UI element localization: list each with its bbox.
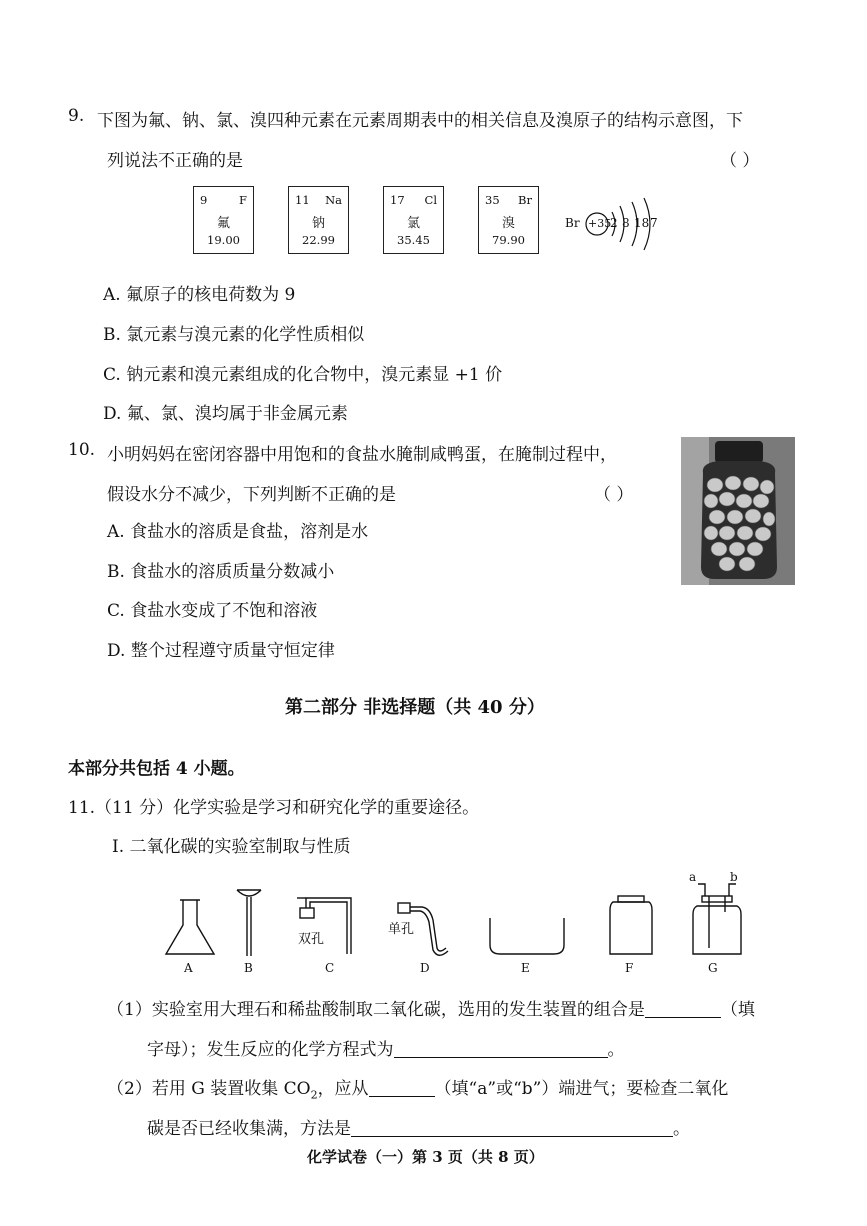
port-label-b: b [730, 870, 738, 884]
q9-option-a: A. 氟原子的核电荷数为 9 [103, 285, 296, 305]
element-symbol: Cl [424, 193, 437, 207]
q9-option-b: B. 氯元素与溴元素的化学性质相似 [103, 325, 365, 345]
element-name: 溴 [501, 216, 515, 231]
atomic-number: 17 [390, 193, 405, 207]
apparatus-label-b: B [244, 961, 253, 975]
apparatus-label-c: C [325, 961, 335, 975]
q11-part1-title: Ⅰ. 二氧化碳的实验室制取与性质 [112, 837, 351, 857]
q11-sub2-line2 [147, 1114, 690, 1139]
q11-sub1-line2-text: 字母）；发生反应的化学方程式为 [147, 1040, 394, 1060]
stopper-one-hole-label: 单孔 [388, 922, 415, 937]
element-name: 氯 [406, 216, 420, 231]
atom-symbol: Br [565, 216, 580, 230]
stopper-two-hole-label: 双孔 [298, 932, 325, 947]
q10-stem-line2: 假设水分不减少，下列判断不正确的是 [107, 485, 396, 505]
q10-option-d: D. 整个过程遵守质量守恒定律 [107, 641, 335, 661]
shell-electrons-1: 2 [610, 216, 618, 230]
atomic-number: 35 [485, 193, 500, 207]
shell-electrons-2: 8 [622, 216, 630, 230]
q11-sub2-line2-text: 碳是否已经收集满，方法是 [147, 1119, 351, 1139]
shell-electrons-3: 18 [634, 216, 650, 230]
element-tile-chlorine [383, 186, 444, 254]
q11-sub2-text: （2）若用 G 装置收集 CO [107, 1079, 311, 1099]
q10-option-c: C. 食盐水变成了不饱和溶液 [107, 601, 318, 621]
element-name: 氟 [216, 216, 230, 231]
element-tile-sodium [288, 186, 349, 254]
q11-sub1-line2 [147, 1035, 625, 1060]
co2-subscript: 2 [310, 1088, 318, 1102]
q11-sub1-line1 [107, 995, 755, 1020]
q9-answer-paren: （ ） [720, 151, 760, 171]
apparatus-diagram [150, 870, 750, 980]
element-name: 钠 [311, 216, 325, 231]
port-label-a: a [689, 870, 697, 884]
q11-sub2-line1 [107, 1074, 728, 1101]
answer-blank-method[interactable] [351, 1118, 673, 1137]
salted-egg-jar-photo [681, 437, 795, 585]
atomic-mass: 35.45 [397, 233, 430, 247]
apparatus-label-f: F [625, 961, 634, 975]
section-intro: 本部分共包括 4 小题。 [68, 759, 245, 779]
q11-sub2-line2-end: 。 [673, 1119, 690, 1139]
q11-header: 11.（11 分）化学实验是学习和研究化学的重要途径。 [68, 798, 480, 818]
q9-number: 9. [68, 106, 85, 126]
apparatus-drawings [150, 870, 750, 980]
q11-sub1-line2-end: 。 [607, 1040, 625, 1060]
apparatus-label-d: D [420, 961, 430, 975]
jar-illustration [681, 437, 795, 585]
q9-option-d: D. 氟、氯、溴均属于非金属元素 [103, 404, 348, 424]
apparatus-label-e: E [521, 961, 530, 975]
q11-sub2-text-mid: ，应从 [317, 1079, 369, 1099]
q10-option-b: B. 食盐水的溶质质量分数减小 [107, 562, 335, 582]
section-title: 第二部分 非选择题（共 40 分） [285, 697, 545, 718]
atomic-mass: 19.00 [207, 233, 240, 247]
element-tile-fluorine [193, 186, 254, 254]
apparatus-label-g: G [708, 961, 718, 975]
shell-electrons-4: 7 [650, 216, 658, 230]
q9-option-c: C. 钠元素和溴元素组成的化合物中，溴元素显 +1 价 [103, 365, 503, 385]
element-tile-bromine [478, 186, 539, 254]
element-symbol: Br [518, 193, 532, 207]
answer-blank-inlet[interactable] [369, 1078, 435, 1097]
atom-nucleus-charge: +35 [588, 217, 612, 230]
answer-blank-apparatus[interactable] [645, 999, 721, 1018]
q11-sub1-text: （1）实验室用大理石和稀盐酸制取二氧化碳，选用的发生装置的组合是 [107, 1000, 645, 1020]
atomic-mass: 79.90 [492, 233, 525, 247]
q10-number: 10. [68, 440, 96, 460]
q11-sub1-text-end: （填 [720, 1000, 755, 1020]
apparatus-label-a: A [184, 961, 193, 975]
element-symbol: Na [325, 193, 342, 207]
q9-stem-line1: 下图为氟、钠、氯、溴四种元素在元素周期表中的相关信息及溴原子的结构示意图，下 [97, 111, 743, 131]
page-footer: 化学试卷（一）第 3 页（共 8 页） [307, 1148, 544, 1166]
q10-option-a: A. 食盐水的溶质是食盐，溶剂是水 [107, 522, 369, 542]
q11-sub2-text-end: （填“a”或“b”）端进气；要检查二氧化 [434, 1079, 729, 1099]
q9-stem-line2: 列说法不正确的是 [107, 151, 243, 171]
atomic-mass: 22.99 [302, 233, 335, 247]
q10-answer-paren: （ ） [594, 485, 634, 505]
answer-blank-equation[interactable] [394, 1039, 608, 1058]
atomic-number: 9 [200, 193, 208, 207]
atomic-number: 11 [295, 193, 310, 207]
element-symbol: F [239, 193, 247, 207]
q10-stem-line1: 小明妈妈在密闭容器中用饱和的食盐水腌制咸鸭蛋，在腌制过程中， [107, 445, 617, 465]
bromine-atom-diagram [562, 190, 672, 260]
